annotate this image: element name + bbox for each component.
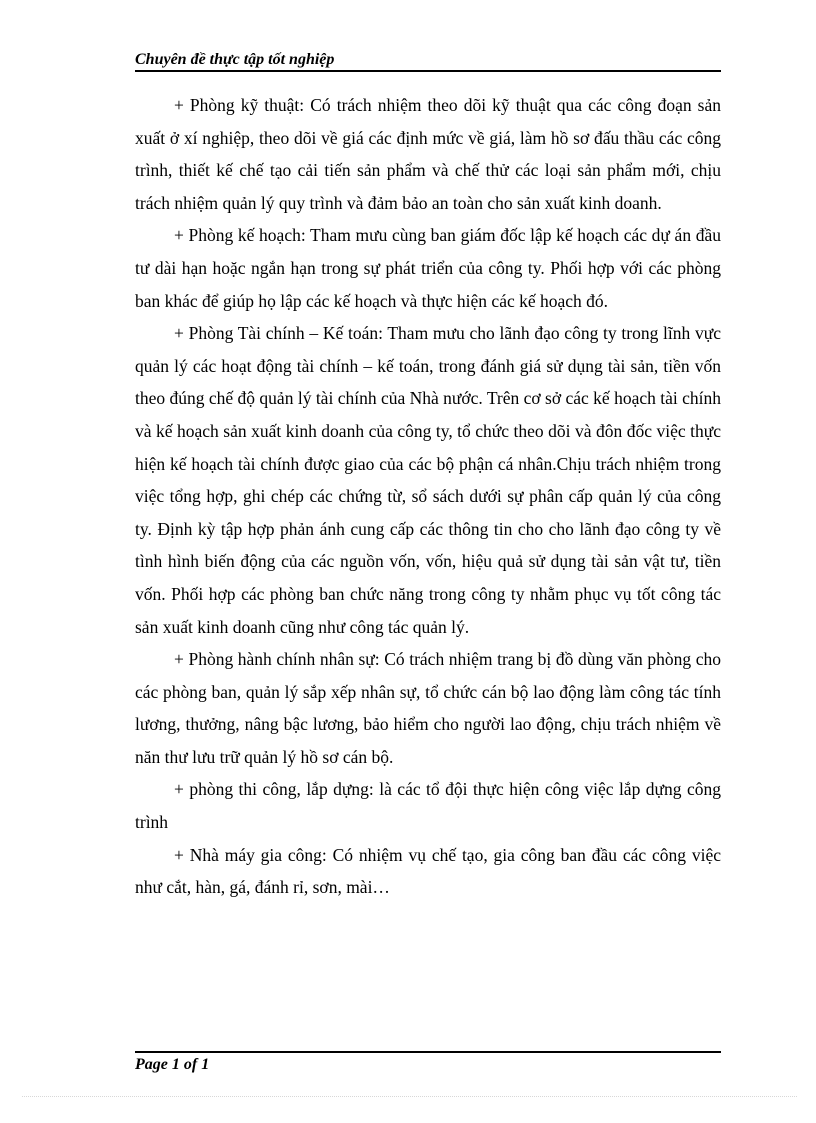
page-bottom-edge	[22, 1096, 797, 1097]
page-number-label: Page 1 of 1	[135, 1056, 210, 1073]
footer-divider	[135, 1051, 721, 1053]
paragraph-fabrication-plant: + Nhà máy gia công: Có nhiệm vụ chế tạo, gia công ban đầu các công việc như cắt, hàn, gá, đánh rỉ, sơn, mài…	[135, 844, 721, 898]
paragraph-technical-dept: + Phòng kỹ thuật: Có trách nhiệm theo dõi kỹ thuật qua các công đoạn sản xuất ở xí nghiệp, theo dõi về giá các định mức về giá, làm hồ sơ đấu thầu các công trình, thiết kế chế tạo cải tiến sản phẩm và chế thử các loại sản phẩm mới, chịu trách nhiệm quản lý quy trình và đảm bảo an toàn cho sản xuất kinh doanh.	[135, 95, 721, 213]
paragraph-construction-dept: + phòng thi công, lắp dựng: là các tổ đội thực hiện công việc lắp dựng công trình	[135, 779, 721, 833]
document-body	[135, 89, 721, 904]
header-title: Chuyên đề thực tập tốt nghiệp	[135, 51, 335, 68]
paragraph-hr-admin-dept: + Phòng hành chính nhân sự: Có trách nhiệm trang bị đồ dùng văn phòng cho các phòng ban, quản lý sắp xếp nhân sự, tổ chức cán bộ lao động làm công tác tính lương, thưởng, nâng bậc lương, bảo hiểm cho người lao động, chịu trách nhiệm về năn thư lưu trữ quản lý hồ sơ cán bộ.	[135, 649, 721, 767]
paragraph-finance-accounting-dept: + Phòng Tài chính – Kế toán: Tham mưu cho lãnh đạo công ty trong lĩnh vực quản lý các hoạt động tài chính – kế toán, trong đánh giá sử dụng tài sản, tiền vốn theo đúng chế độ quản lý tài chính của Nhà nước. Trên cơ sở các kế hoạch tài chính và kế hoạch sản xuất kinh doanh của công ty, tổ chức theo dõi và đôn đốc việc thực hiện kế hoạch tài chính được giao của các bộ phận cá nhân.Chịu trách nhiệm trong việc tổng hợp, ghi chép các chứng từ, sổ sách dưới sự phân cấp quản lý của công ty. Định kỳ tập hợp phản ánh cung cấp các thông tin cho cho lãnh đạo công ty về tình hình biến động của các nguồn vốn, vốn, hiệu quả sử dụng tài sản vật tư, tiền vốn. Phối hợp các phòng ban chức năng trong công ty nhằm phục vụ tốt công tác sản xuất kinh doanh cũng như công tác quản lý.	[135, 323, 721, 637]
page-header	[135, 48, 721, 72]
paragraph-planning-dept: + Phòng kế hoạch: Tham mưu cùng ban giám đốc lập kế hoạch các dự án đầu tư dài hạn hoặc ngắn hạn trong sự phát triển của công ty. Phối hợp với các phòng ban khác để giúp họ lập các kế hoạch và thực hiện các kế hoạch đó.	[135, 225, 721, 311]
